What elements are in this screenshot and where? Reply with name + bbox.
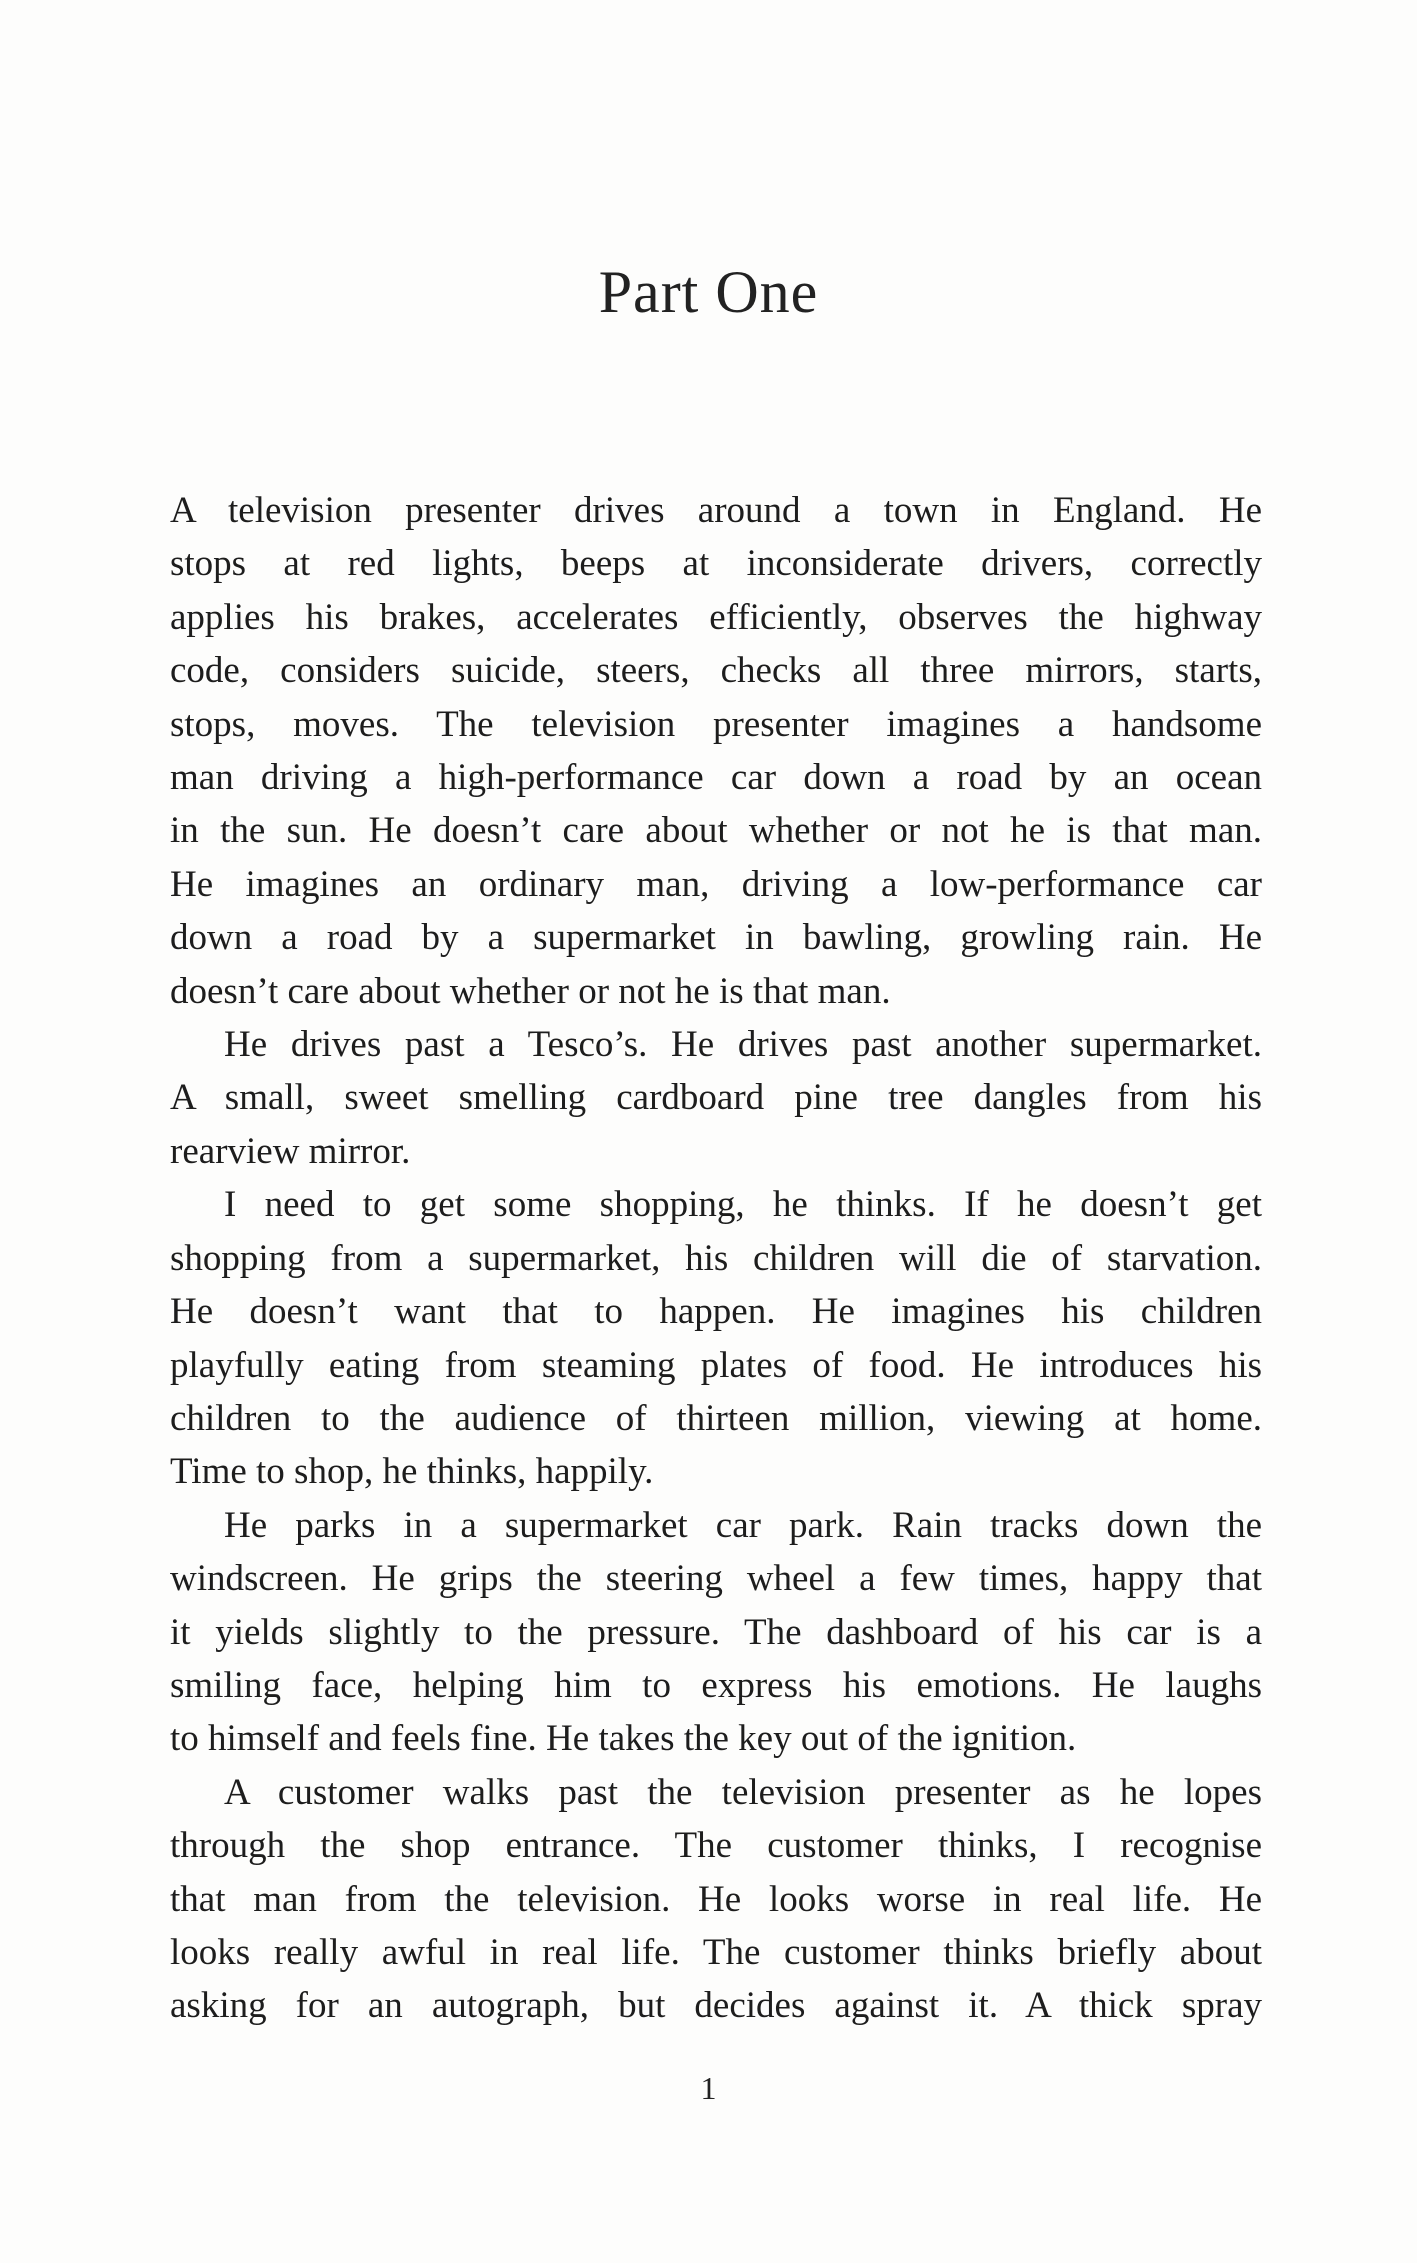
text-line: children to the audience of thirteen million, viewing at home. [170, 1397, 1262, 1439]
text-line: I need to get some shopping, he thinks. If he doesn’t get [224, 1184, 1262, 1226]
text-line: He doesn’t want that to happen. He imagines his children [170, 1291, 1262, 1333]
text-line: He imagines an ordinary man, driving a low-performance car [170, 863, 1262, 905]
text-line: through the shop entrance. The customer thinks, I recognise [170, 1825, 1262, 1867]
text-line: stops, moves. The television presenter imagines a handsome [170, 703, 1262, 745]
text-line: stops at red lights, beeps at inconsiderate drivers, correctly [170, 543, 1262, 585]
text-line: applies his brakes, accelerates efficiently, observes the highway [170, 596, 1262, 638]
text-line: in the sun. He doesn’t care about whether or not he is that man. [170, 810, 1262, 852]
text-line: A customer walks past the television presenter as he lopes [224, 1771, 1262, 1813]
text-line: Time to shop, he thinks, happily. [170, 1451, 654, 1493]
text-line: shopping from a supermarket, his children will die of starvation. [170, 1237, 1262, 1279]
text-line: He parks in a supermarket car park. Rain tracks down the [224, 1504, 1262, 1546]
chapter-title: Part One [598, 259, 819, 325]
paragraph-3 [170, 1178, 1262, 1498]
text-line: it yields slightly to the pressure. The dashboard of his car is a [170, 1611, 1262, 1653]
paragraph-2 [170, 1018, 1262, 1178]
paragraph-5 [170, 1766, 1262, 2033]
text-line: doesn’t care about whether or not he is that man. [170, 970, 891, 1012]
text-line: playfully eating from steaming plates of food. He introduces his [170, 1344, 1262, 1386]
body-text [170, 484, 1262, 2033]
text-line: down a road by a supermarket in bawling, growling rain. He [170, 917, 1262, 959]
text-line: smiling face, helping him to express his emotions. He laughs [170, 1664, 1262, 1706]
text-line: rearview mirror. [170, 1130, 411, 1172]
paragraph-4 [170, 1499, 1262, 1766]
text-line: to himself and feels fine. He takes the key out of the ignition. [170, 1718, 1077, 1760]
text-line: He drives past a Tesco’s. He drives past another supermarket. [224, 1024, 1262, 1066]
text-line: code, considers suicide, steers, checks all three mirrors, starts, [170, 650, 1262, 692]
text-line: man driving a high-performance car down a road by an ocean [170, 757, 1262, 799]
text-line: windscreen. He grips the steering wheel a few times, happy that [170, 1558, 1262, 1600]
page-number: 1 [700, 2070, 717, 2106]
text-line: A small, sweet smelling cardboard pine tree dangles from his [170, 1077, 1262, 1119]
text-line: looks really awful in real life. The customer thinks briefly about [170, 1931, 1262, 1973]
text-line: that man from the television. He looks worse in real life. He [170, 1878, 1262, 1920]
paragraph-1 [170, 484, 1262, 1018]
text-line: asking for an autograph, but decides against it. A thick spray [170, 1985, 1262, 2027]
text-line: A television presenter drives around a town in England. He [170, 490, 1262, 531]
